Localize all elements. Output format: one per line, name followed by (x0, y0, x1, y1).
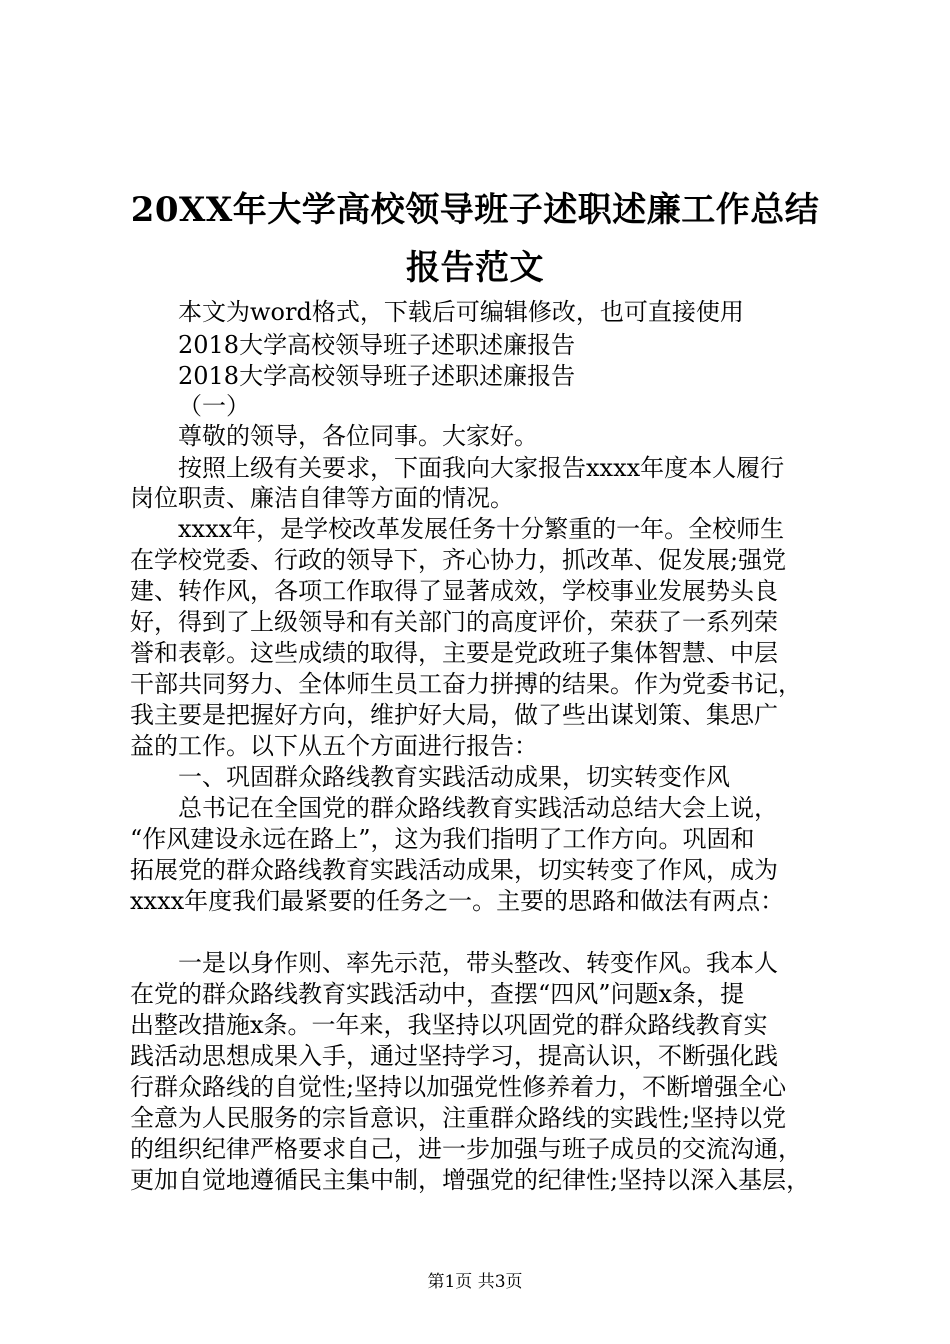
body-line: 全意为人民服务的宗旨意识，注重群众路线的实践性;坚持以党 (130, 1104, 787, 1132)
body-line: 一是以身作则、率先示范，带头整改、转变作风。我本人 (178, 949, 778, 977)
body-line: 建、转作风，各项工作取得了显著成效，学校事业发展势头良 (130, 577, 778, 605)
body-line: 按照上级有关要求，下面我向大家报告xxxx年度本人履行 (178, 454, 785, 482)
body-line: 干部共同努力、全体师生员工奋力拼搏的结果。作为党委书记， (130, 670, 802, 698)
body-line: 在党的群众路线教育实践活动中，查摆“四风”问题x条，提 (130, 980, 745, 1008)
body-line: 在学校党委、行政的领导下，齐心协力，抓改革、促发展;强党 (130, 546, 787, 574)
body-line: 誉和表彰。这些成绩的取得，主要是党政班子集体智慧、中层 (130, 639, 778, 667)
body-line: 我主要是把握好方向，维护好大局，做了些出谋划策、集思广 (130, 701, 778, 729)
body-line: xxxx年度我们最紧要的任务之一。主要的思路和做法有两点： (130, 887, 785, 915)
body-line: 拓展党的群众路线教育实践活动成果，切实转变了作风，成为 (130, 856, 778, 884)
body-line: 尊敬的领导，各位同事。大家好。 (178, 422, 538, 450)
body-line: “作风建设永远在路上”，这为我们指明了工作方向。巩固和 (130, 825, 755, 853)
body-line: 2018大学高校领导班子述职述廉报告 (178, 331, 576, 359)
body-line: 践活动思想成果入手，通过坚持学习，提高认识，不断强化践 (130, 1042, 778, 1070)
page-number-footer: 第1页 共3页 (427, 1272, 523, 1292)
body-line: 的组织纪律严格要求自己，进一步加强与班子成员的交流沟通， (130, 1135, 802, 1163)
body-line: 出整改措施x条。一年来，我坚持以巩固党的群众路线教育实 (130, 1011, 768, 1039)
body-line: 总书记在全国党的群众路线教育实践活动总结大会上说， (178, 794, 778, 822)
section-heading: 一、巩固群众路线教育实践活动成果，切实转变作风 (178, 763, 730, 791)
body-line: 更加自觉地遵循民主集中制，增强党的纪律性;坚持以深入基层， (130, 1166, 811, 1194)
document-title-line-1: 20XX年大学高校领导班子述职述廉工作总结 (130, 190, 820, 230)
document-title-line-2: 报告范文 (406, 248, 544, 288)
body-line: 行群众路线的自觉性;坚持以加强党性修养着力，不断增强全心 (130, 1073, 787, 1101)
body-line: 本文为word格式，下载后可编辑修改，也可直接使用 (178, 298, 744, 326)
body-line: 2018大学高校领导班子述职述廉报告 (178, 362, 576, 390)
body-line: 益的工作。以下从五个方面进行报告： (130, 732, 538, 760)
body-line: （一） (178, 392, 250, 420)
body-line: 岗位职责、廉洁自律等方面的情况。 (130, 484, 514, 512)
body-line: xxxx年，是学校改革发展任务十分繁重的一年。全校师生 (178, 515, 785, 543)
body-line: 好，得到了上级领导和有关部门的高度评价，荣获了一系列荣 (130, 608, 778, 636)
